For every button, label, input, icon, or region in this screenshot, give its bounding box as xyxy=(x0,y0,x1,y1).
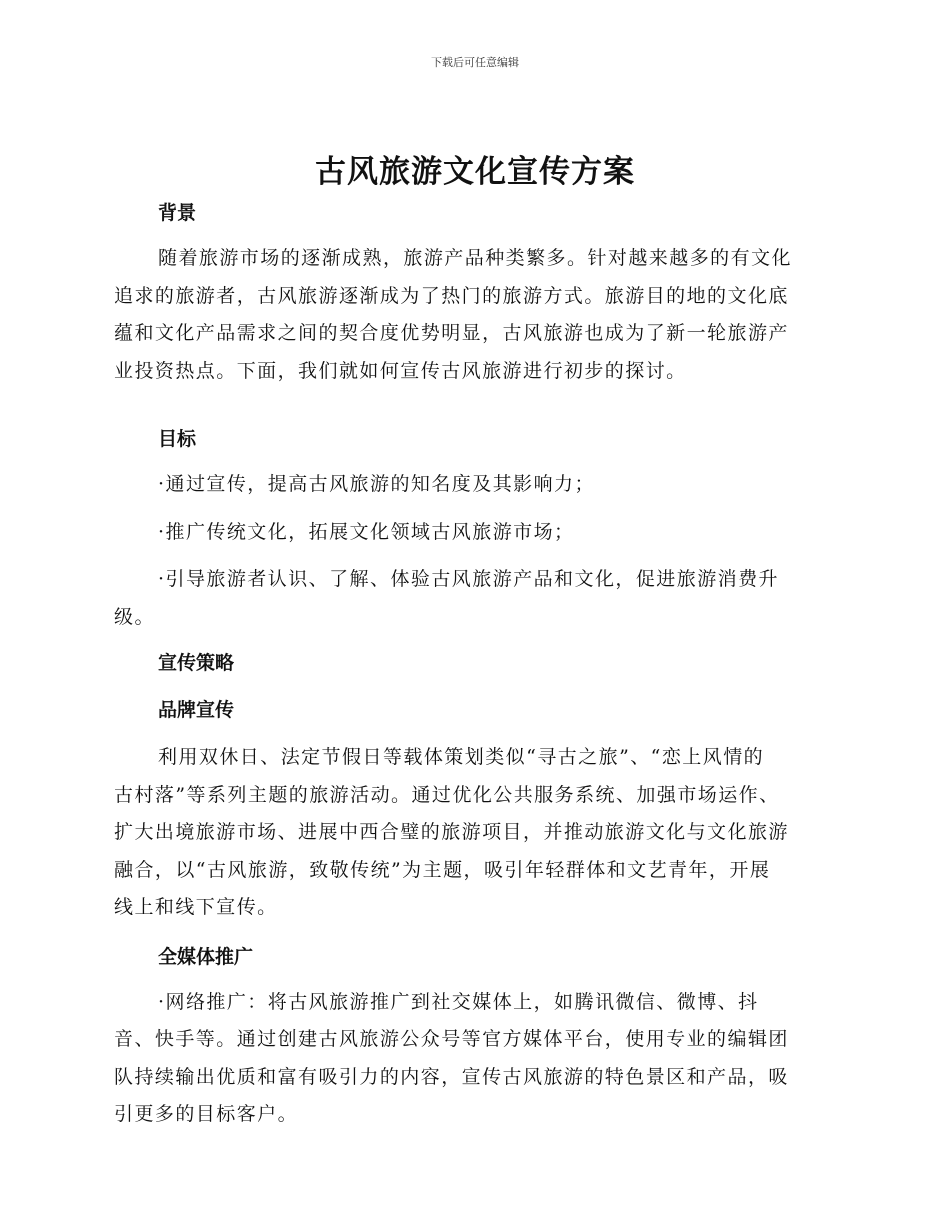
media-paragraph xyxy=(114,984,830,1134)
section-heading-strategy: 宣传策略 xyxy=(158,652,235,674)
goal-line: 级。 xyxy=(114,605,155,628)
background-paragraph xyxy=(114,240,830,390)
paragraph-line: 随着旅游市场的逐渐成熟，旅游产品种类繁多。针对越来越多的有文化 xyxy=(158,247,792,269)
section-heading-media: 全媒体推广 xyxy=(158,945,254,968)
document-title: 古风旅游文化宣传方案 xyxy=(315,154,635,190)
section-media xyxy=(114,942,830,1134)
goal-line: ·推广传统文化，拓展文化领域古风旅游市场； xyxy=(158,520,575,543)
paragraph-line: 线上和线下宣传。 xyxy=(114,896,278,918)
paragraph-line: 融合，以“古风旅游，致敬传统”为主题，吸引年轻群体和文艺青年，开展 xyxy=(114,858,771,881)
paragraph-line: 追求的旅游者，古风旅游逐渐成为了热门的旅游方式。旅游目的地的文化底 xyxy=(114,284,789,307)
section-background xyxy=(114,198,830,424)
paragraph-line: 利用双休日、法定节假日等载体策划类似“寻古之旅”、“恋上风情的 xyxy=(158,746,765,768)
paragraph-line: 引更多的目标客户。 xyxy=(114,1103,299,1125)
section-heading-brand: 品牌宣传 xyxy=(158,699,235,721)
paragraph-line: 音、快手等。通过创建古风旅游公众号等官方媒体平台，使用专业的编辑团 xyxy=(114,1028,789,1050)
goal-item xyxy=(114,561,830,636)
brand-paragraph xyxy=(114,739,830,927)
section-brand xyxy=(114,695,830,927)
paragraph-line: 扩大出境旅游市场、进展中西合璧的旅游项目，并推动旅游文化与文化旅游 xyxy=(114,821,789,843)
goal-item xyxy=(114,466,830,504)
document-body xyxy=(114,196,830,1134)
paragraph-line: 业投资热点。下面，我们就如何宣传古风旅游进行初步的探讨。 xyxy=(114,359,687,382)
paragraph-line: 队持续输出优质和富有吸引力的内容，宣传古风旅游的特色景区和产品，吸 xyxy=(114,1065,789,1088)
goal-line: ·通过宣传，提高古风旅游的知名度及其影响力； xyxy=(158,473,595,495)
paragraph-line: ·网络推广：将古风旅游推广到社交媒体上，如腾讯微信、微博、抖 xyxy=(158,990,759,1013)
paragraph-line: 古村落”等系列主题的旅游活动。通过优化公共服务系统、加强市场运作、 xyxy=(114,783,780,806)
paragraph-line: 蕴和文化产品需求之间的契合度优势明显，古风旅游也成为了新一轮旅游产 xyxy=(114,322,789,344)
section-heading-goals: 目标 xyxy=(158,428,197,450)
section-goals xyxy=(114,424,830,636)
goal-line: ·引导旅游者认识、了解、体验古风旅游产品和文化，促进旅游消费升 xyxy=(158,568,779,590)
page-header-note: 下载后可任意编辑 xyxy=(431,56,519,69)
section-heading-background: 背景 xyxy=(158,202,197,224)
section-strategy xyxy=(114,648,830,678)
goal-item xyxy=(114,514,830,552)
